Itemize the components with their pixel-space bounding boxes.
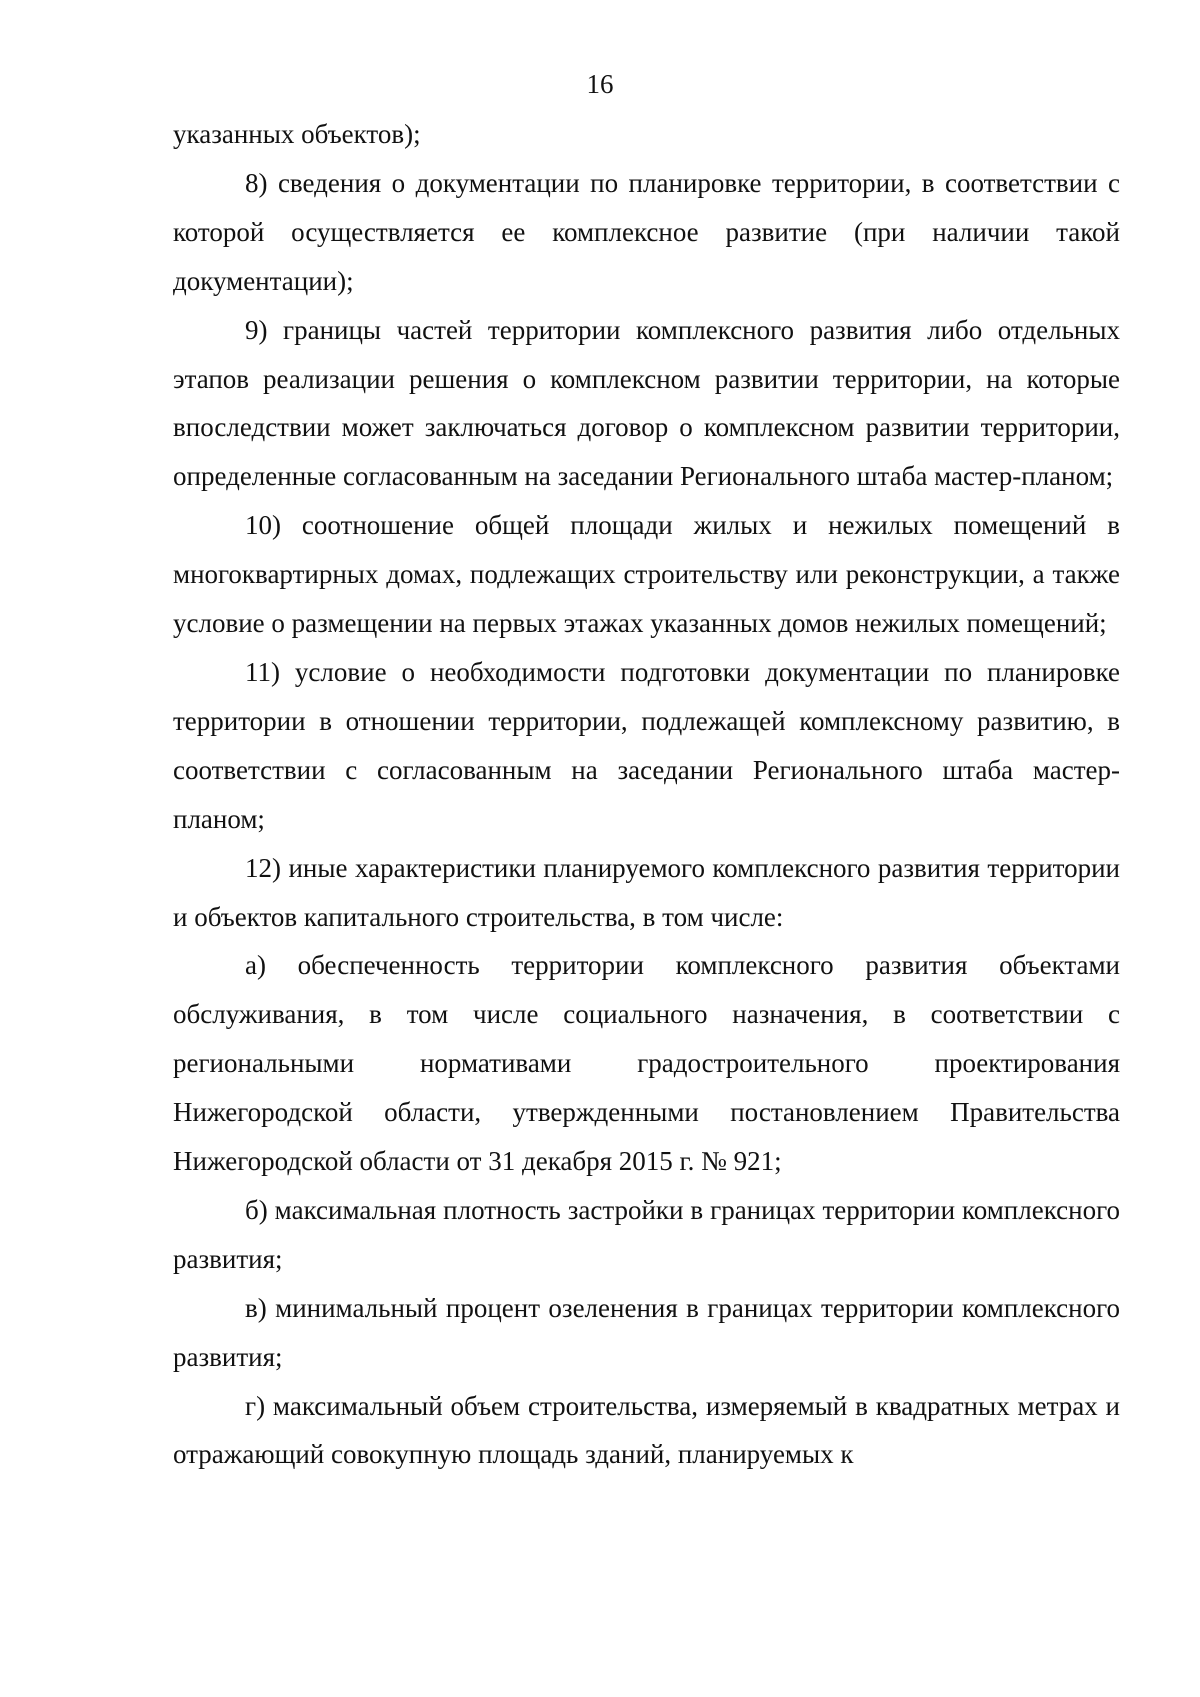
sub-item-g: г) максимальный объем строительства, измеряемый в квадратных метрах и отражающий совокупную площадь зданий, планируемых к [173,1390,1120,1470]
list-item-9: 9) границы частей территории комплексного развития либо отдельных этапов реализации решения о комплексном развитии территории, на которые впоследствии может заключаться договор о комплексном развитии территории, определенные согласованным на заседании Регионального штаба мастер-планом; [173,314,1120,492]
list-item-8: 8) сведения о документации по планировке территории, в соответствии с которой осуществляется ее комплексное развитие (при наличии такой документации); [173,167,1120,296]
list-item-12: 12) иные характеристики планируемого комплексного развития территории и объектов капитального строительства, в том числе: [173,852,1120,932]
sub-item-b: б) максимальная плотность застройки в границах территории комплексного развития; [173,1194,1120,1274]
list-item-10: 10) соотношение общей площади жилых и нежилых помещений в многоквартирных домах, подлежащих строительству или реконструкции, а также условие о размещении на первых этажах указанных домов нежилых помещений; [173,510,1120,639]
document-body [173,110,1120,1479]
page-number: 16 [586,69,614,99]
sub-item-a: а) обеспеченность территории комплексного развития объектами обслуживания, в том числе социального назначения, в соответствии с региональными нормативами градостроительного проектирования Нижегородской области, утвержденными постановлением Правительства Нижегородской области от 31 декабря 2015 г. № 921; [173,950,1120,1177]
paragraph-continuation: указанных объектов); [173,119,421,149]
list-item-11: 11) условие о необходимости подготовки документации по планировке территории в отношении территории, подлежащей комплексному развитию, в соответствии с согласованным на заседании Регионального штаба мастер-планом; [173,656,1120,834]
sub-item-v: в) минимальный процент озеленения в границах территории комплексного развития; [173,1292,1120,1372]
